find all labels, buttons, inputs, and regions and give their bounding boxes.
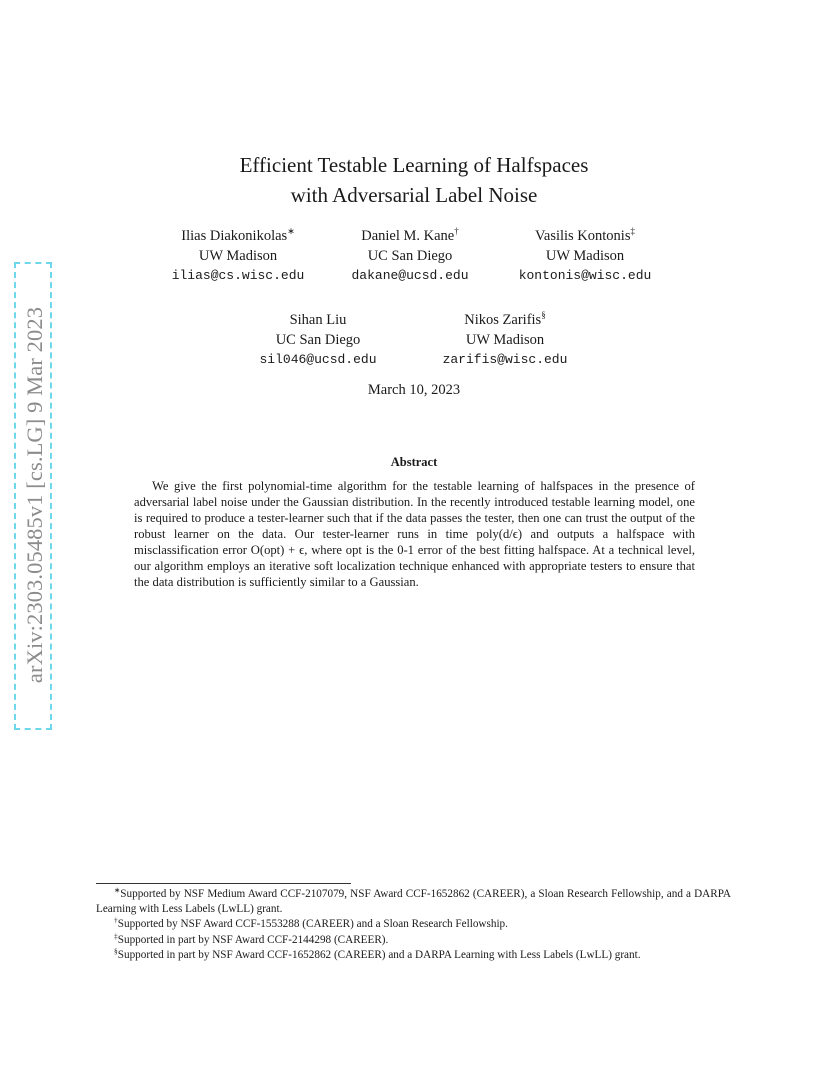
author-affiliation: UC San Diego	[367, 247, 453, 264]
footnote-1	[96, 887, 731, 917]
footnote-mark: ∗	[114, 885, 121, 895]
abstract-body: We give the first polynomial-time algorithm for the testable learning of halfspaces in the presence of adversarial label noise under the Gaussian distribution. In the recently introduced testable learning model, one is required to produce a tester-learner such that if the data passes the tester, then one can trust the output of the robust learner on the data. Our tester-learner runs in time poly(d/ϵ) and outputs a halfspace with misclassification error O(opt) + ϵ, where opt is the 0-1 error of the best fitting halfspace. At a technical level, our algorithm employs an iterative soft localization technique enhanced with appropriate testers to ensure that the data distribution is sufficiently similar to a Gaussian.	[134, 479, 695, 589]
footnote-mark: †	[454, 226, 459, 237]
author-affiliation: UW Madison	[545, 247, 625, 264]
author-affiliation: UW Madison	[465, 331, 545, 348]
footnote-mark: ‡	[630, 226, 635, 237]
author-affiliation: UW Madison	[198, 247, 278, 264]
author-name: Ilias Diakonikolas	[181, 228, 288, 244]
author-email: zarifis@wisc.edu	[442, 352, 568, 367]
paper-date: March 10, 2023	[367, 382, 461, 398]
footnote-text: Supported by NSF Medium Award CCF-2107079, NSF Award CCF-1652862 (CAREER), a Sloan Research Fellowship, and a DARPA Learning with Less Labels (LwLL) grant.	[96, 888, 731, 916]
title-line-2: with Adversarial Label Noise	[290, 183, 538, 207]
author-name: Nikos Zarifis	[464, 312, 542, 328]
author-block-3	[485, 227, 685, 286]
footnote-text: Supported by NSF Award CCF-1553288 (CAREER) and a Sloan Research Fellowship.	[117, 918, 508, 931]
author-email: kontonis@wisc.edu	[518, 268, 652, 283]
abstract-heading: Abstract	[390, 455, 438, 469]
footnote-divider	[96, 883, 351, 884]
author-name: Daniel M. Kane	[361, 228, 455, 244]
author-name: Sihan Liu	[289, 312, 347, 328]
footnote-text: Supported in part by NSF Award CCF-1652862 (CAREER) and a DARPA Learning with Less Labels (LwLL) grant.	[117, 948, 641, 961]
author-affiliation: UC San Diego	[275, 331, 361, 348]
footnote-mark: §	[541, 310, 546, 321]
author-block-5	[405, 311, 605, 370]
author-block-1	[138, 227, 338, 286]
footnote-mark: †	[114, 915, 118, 925]
footnote-2	[96, 917, 731, 932]
footnote-4	[96, 948, 731, 963]
footnote-text: Supported in part by NSF Award CCF-2144298 (CAREER).	[117, 933, 389, 946]
author-email: dakane@ucsd.edu	[351, 268, 469, 283]
author-block-2	[310, 227, 510, 286]
author-name: Vasilis Kontonis	[535, 228, 631, 244]
author-block-4	[218, 311, 418, 370]
paper-title	[0, 150, 828, 210]
author-email: sil046@ucsd.edu	[259, 352, 377, 367]
arxiv-stamp: arXiv:2303.05485v1 [cs.LG] 9 Mar 2023	[22, 306, 47, 684]
footnote-mark: §	[114, 946, 118, 956]
footnotes	[96, 887, 731, 963]
footnote-mark: ∗	[287, 226, 295, 237]
footnote-3	[96, 930, 731, 948]
title-line-1: Efficient Testable Learning of Halfspaces	[239, 153, 589, 177]
author-email: ilias@cs.wisc.edu	[171, 268, 305, 283]
footnote-mark: ‡	[114, 930, 118, 940]
